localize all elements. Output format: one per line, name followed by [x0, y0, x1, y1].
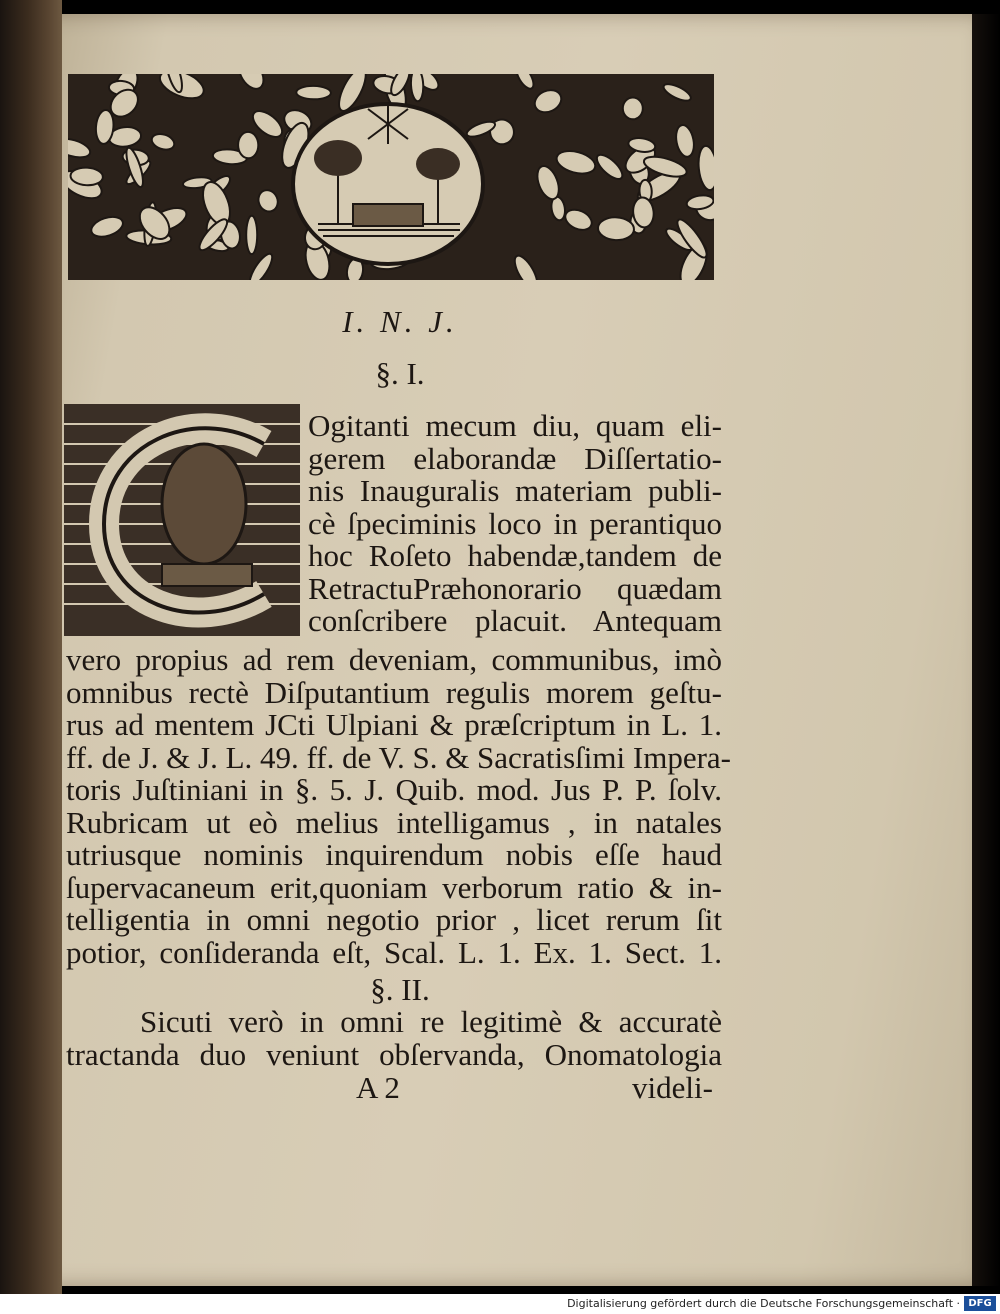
text-line: Rubricam ut eò melius intelligamus , in natales [66, 804, 722, 840]
leaf-ornament [70, 167, 103, 186]
dfg-logo: DFG [964, 1296, 996, 1311]
header-ornament [68, 74, 714, 280]
text-line: conſcribere placuit. Antequam [308, 603, 722, 638]
text-line: hoc Roſeto habendæ,tandem de [308, 538, 722, 573]
text-line: ſupervacaneum erit,quoniam verborum ratio & in- [66, 869, 722, 905]
text-line: RetractuPræhonorario quædam [308, 570, 722, 606]
monogram-heading: I. N. J. [342, 304, 458, 339]
page-edge-shadow [972, 14, 1000, 1286]
text-line: potior, conſideranda eſt, Scal. L. 1. Ex. 1. Sect. 1. [66, 934, 722, 970]
text-line: vero propius ad rem deveniam, communibus, imò [66, 642, 722, 677]
section-heading-1: §. I. [375, 356, 425, 391]
binding-edge [0, 0, 62, 1294]
text-line: rus ad mentem JCti Ulpiani & præſcriptum in L. 1. [66, 707, 722, 742]
funding-credit: Digitalisierung gefördert durch die Deutsche Forschungsgemeinschaft · [567, 1297, 960, 1310]
decorated-initial-c [64, 404, 300, 636]
leaf-ornament [623, 97, 643, 119]
text-line: ff. de J. & J. L. 49. ff. de V. S. & Sacratisſimi Impera- [66, 739, 731, 775]
section-heading-2: §. II. [370, 972, 430, 1007]
leaf-ornament [597, 216, 634, 241]
leaf-ornament [238, 132, 259, 159]
text-line: utriusque nominis inquirendum nobis eſſe haud [66, 837, 722, 872]
text-line: omnibus rectè Diſputantium regulis morem geſtu- [66, 674, 722, 710]
text-line: Sicuti verò in omni re legitimè & accuratè [140, 1004, 722, 1039]
text-line: cè ſpeciminis loco in perantiquo [308, 505, 722, 541]
text-line: nis Inauguralis materiam publi- [308, 473, 722, 508]
catchword: videli- [632, 1070, 713, 1105]
text-line: tractanda duo veniunt obſervanda, Onomatologia [66, 1036, 722, 1072]
signature-mark: A 2 [356, 1070, 400, 1105]
text-line: Ogitanti mecum diu, quam eli- [308, 408, 722, 443]
leaf-ornament [246, 216, 257, 254]
text-line: telligentia in omni negotio prior , licet rerum ſit [66, 902, 722, 937]
text-line: toris Juſtiniani in §. 5. J. Quib. mod. Jus P. P. ſolv. [66, 772, 722, 807]
footer-bar [0, 1294, 1000, 1314]
leaf-ornament [296, 86, 331, 100]
text-line: gerem elaborandæ Diſſertatio- [308, 440, 722, 476]
